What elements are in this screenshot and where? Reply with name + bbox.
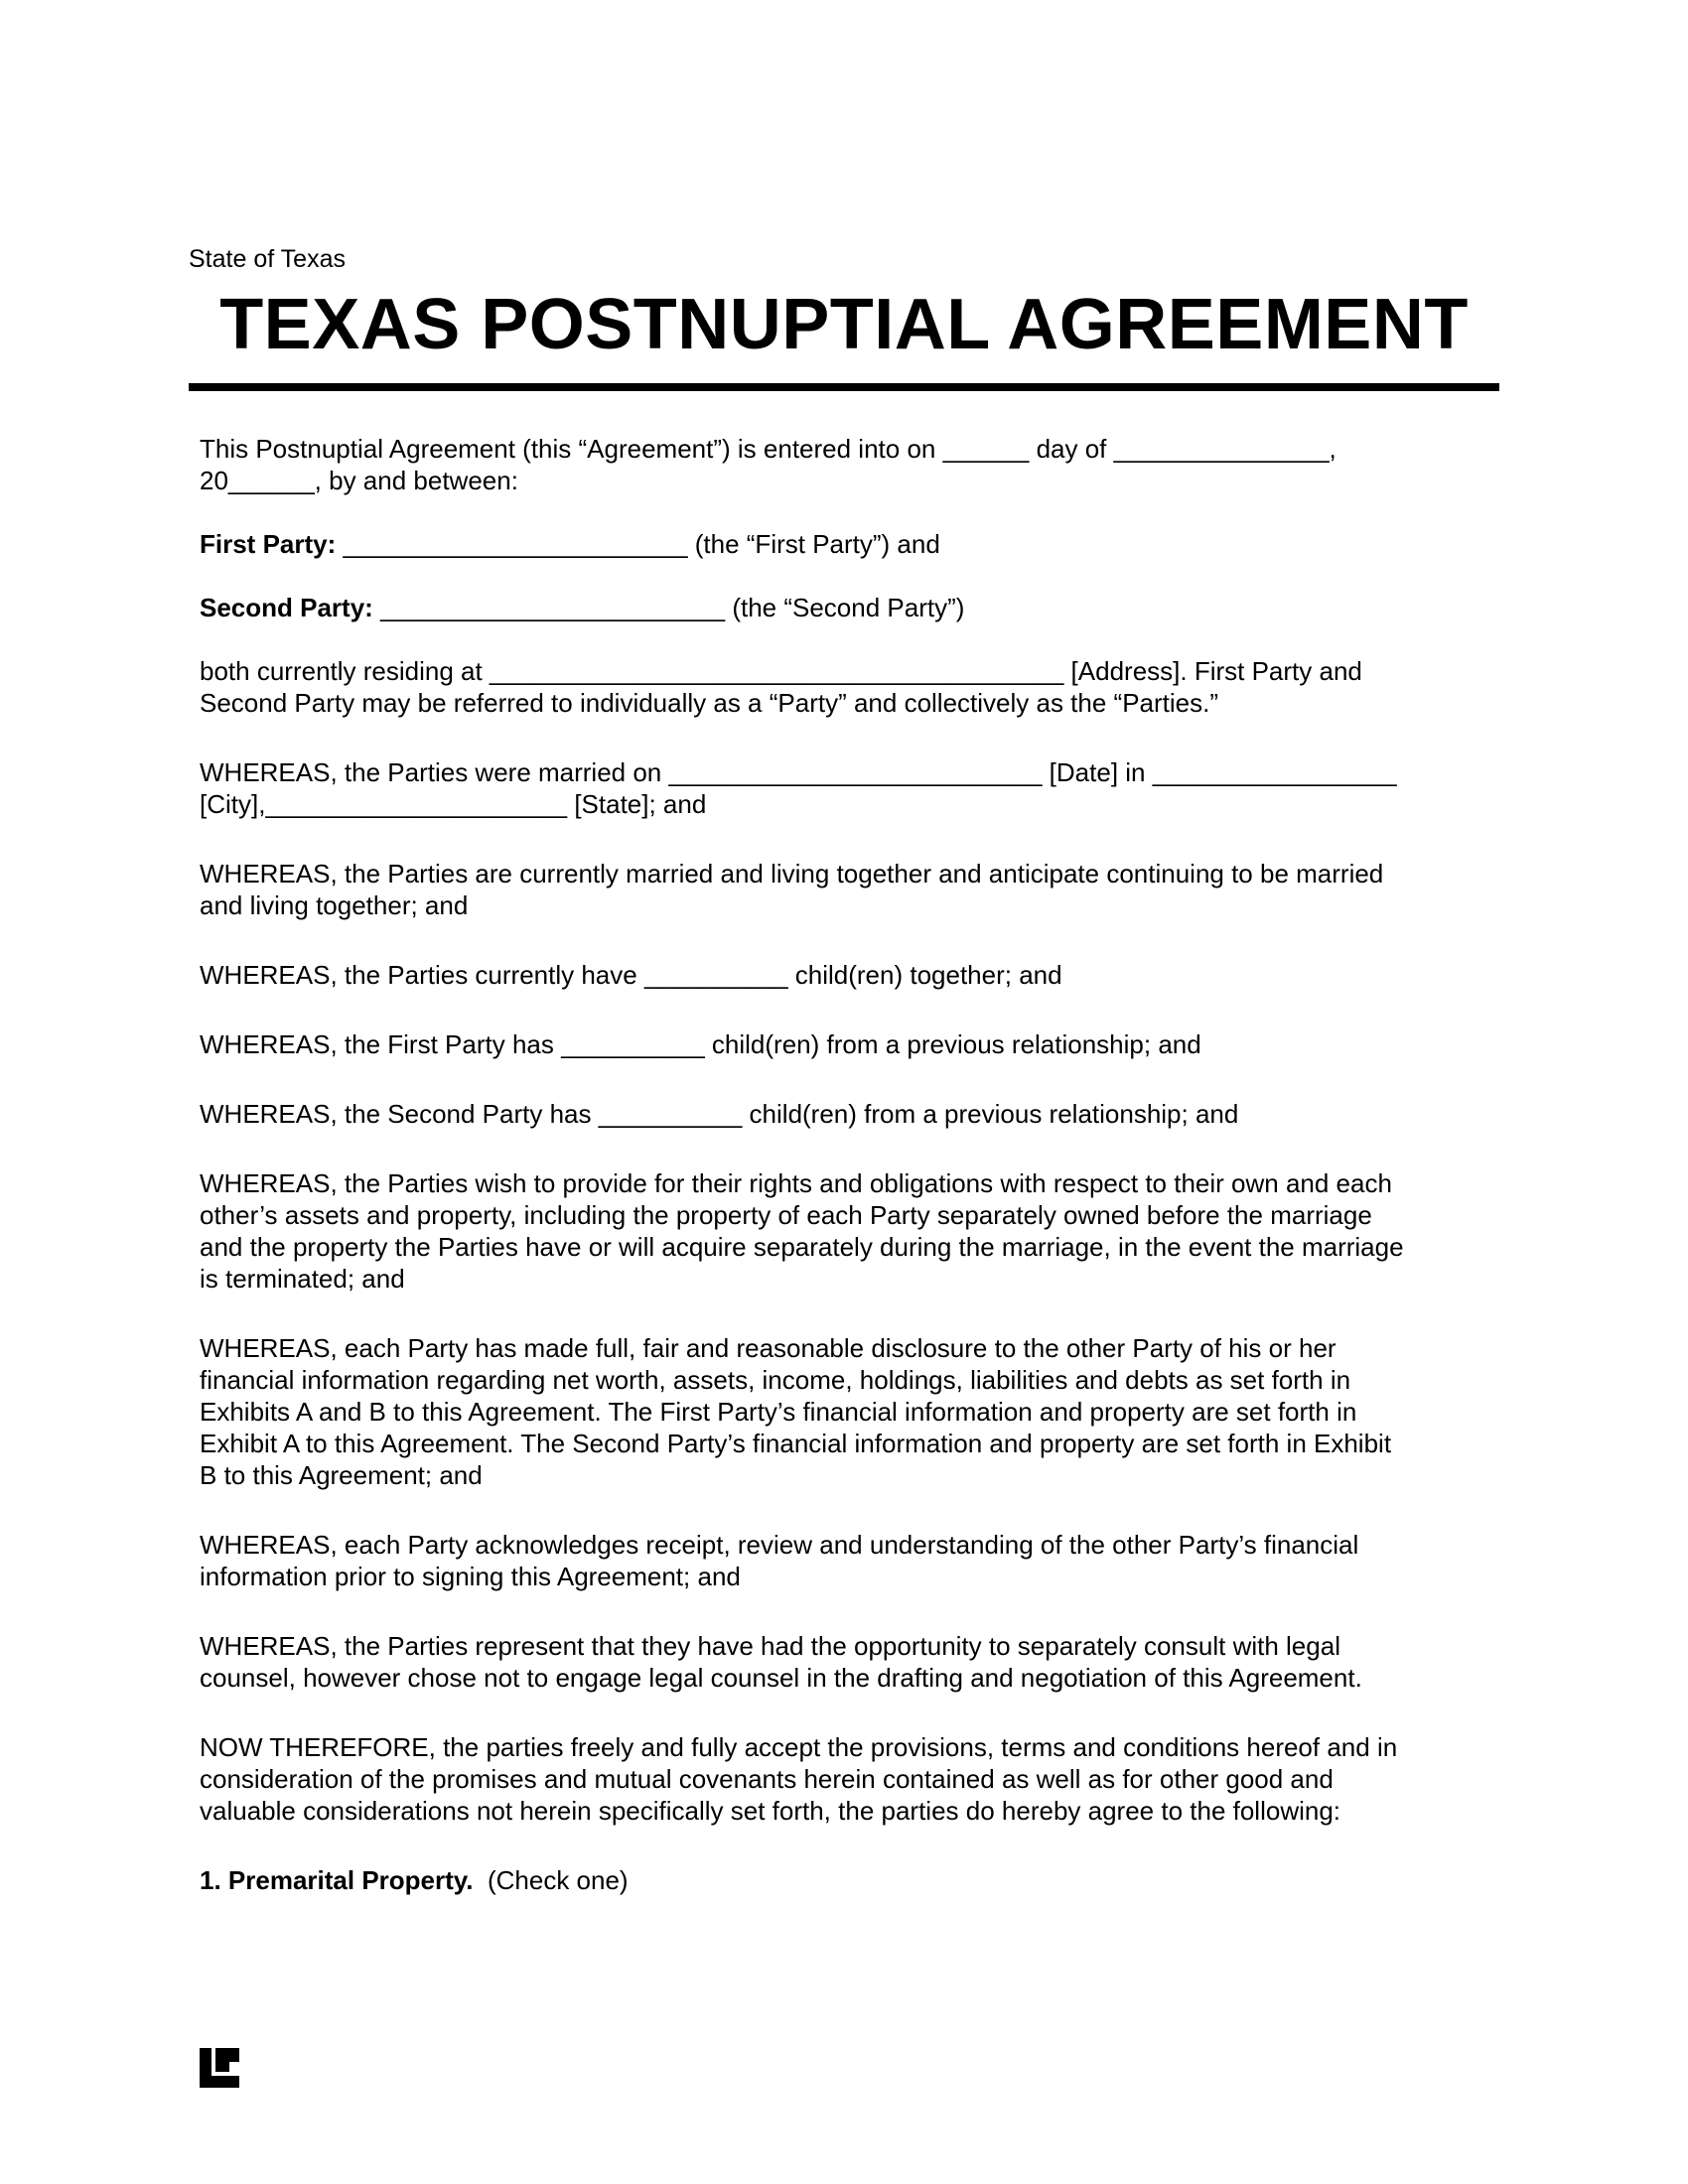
living-line-2: and living together; and [200,890,469,920]
residing-paragraph [200,655,1500,719]
therefore-paragraph [200,1731,1500,1827]
state-label: State of Texas [189,245,346,273]
therefore-line-2: consideration of the promises and mutual covenants herein contained as well as for other good and [200,1764,1334,1794]
disclosure-line-2: financial information regarding net worth, assets, income, holdings, liabilities and debts as set forth in [200,1365,1351,1395]
section-1-heading [200,1864,1500,1896]
married-line-2: [City],_____________________ [State]; and [200,789,707,819]
agreement-body [200,433,1500,1896]
therefore-line-1: NOW THEREFORE, the parties freely and fully accept the provisions, terms and conditions hereof and in [200,1732,1398,1762]
section-1-note: (Check one) [473,1865,629,1895]
second-party-text: ________________________ (the “Second Party”) [372,593,965,622]
children-first-paragraph: WHEREAS, the First Party has __________ child(ren) from a previous relationship; and [200,1029,1201,1059]
rights-line-3: and the property the Parties have or will acquire separately during the marriage, in the event the marriage [200,1232,1404,1262]
counsel-line-2: counsel, however chose not to engage legal counsel in the drafting and negotiation of this Agreement. [200,1663,1362,1693]
intro-line-1: This Postnuptial Agreement (this “Agreement”) is entered into on ______ day of _______________, [200,434,1336,464]
rights-line-2: other’s assets and property, including the property of each Party separately owned before the marriage [200,1200,1372,1230]
title-divider [189,383,1499,391]
rights-paragraph [200,1167,1500,1295]
disclosure-line-3: Exhibits A and B to this Agreement. The First Party’s financial information and property are set forth in [200,1397,1357,1427]
receipt-line-1: WHEREAS, each Party acknowledges receipt, review and understanding of the other Party’s financial [200,1530,1359,1560]
children-together-paragraph: WHEREAS, the Parties currently have __________ child(ren) together; and [200,960,1062,990]
first-party-text: ________________________ (the “First Party”) and [336,529,940,559]
counsel-line-1: WHEREAS, the Parties represent that they have had the opportunity to separately consult with legal [200,1631,1340,1661]
section-1-label: 1. Premarital Property. [200,1865,474,1895]
children-second-paragraph: WHEREAS, the Second Party has __________ child(ren) from a previous relationship; and [200,1099,1239,1129]
intro-line-2: 20______, by and between: [200,466,518,495]
intro-paragraph [200,433,1500,496]
disclosure-paragraph [200,1332,1500,1491]
receipt-line-2: information prior to signing this Agreement; and [200,1562,741,1591]
counsel-paragraph [200,1630,1500,1694]
residing-line-2: Second Party may be referred to individually as a “Party” and collectively as the “Parties.” [200,688,1219,718]
rights-line-4: is terminated; and [200,1264,405,1294]
document-logo-icon [200,2048,239,2088]
rights-line-1: WHEREAS, the Parties wish to provide for their rights and obligations with respect to their own and each [200,1168,1392,1198]
second-party-line [200,592,1500,623]
living-line-1: WHEREAS, the Parties are currently married and living together and anticipate continuing to be married [200,859,1384,888]
married-line-1: WHEREAS, the Parties were married on __________________________ [Date] in _________________ [200,757,1397,787]
first-party-line [200,528,1500,560]
second-party-label: Second Party: [200,593,373,622]
disclosure-line-1: WHEREAS, each Party has made full, fair and reasonable disclosure to the other Party of his or her [200,1333,1336,1363]
document-title: TEXAS POSTNUPTIAL AGREEMENT [219,285,1469,364]
disclosure-line-4: Exhibit A to this Agreement. The Second Party’s financial information and property are set forth in Exhibit [200,1429,1392,1458]
therefore-line-3: valuable considerations not herein specifically set forth, the parties do hereby agree to the following: [200,1796,1341,1826]
married-paragraph [200,756,1500,820]
first-party-label: First Party: [200,529,337,559]
living-paragraph [200,858,1500,921]
residing-line-1: both currently residing at ________________________________________ [Address]. First Party and [200,656,1362,686]
receipt-paragraph [200,1529,1500,1592]
disclosure-line-5: B to this Agreement; and [200,1460,483,1490]
